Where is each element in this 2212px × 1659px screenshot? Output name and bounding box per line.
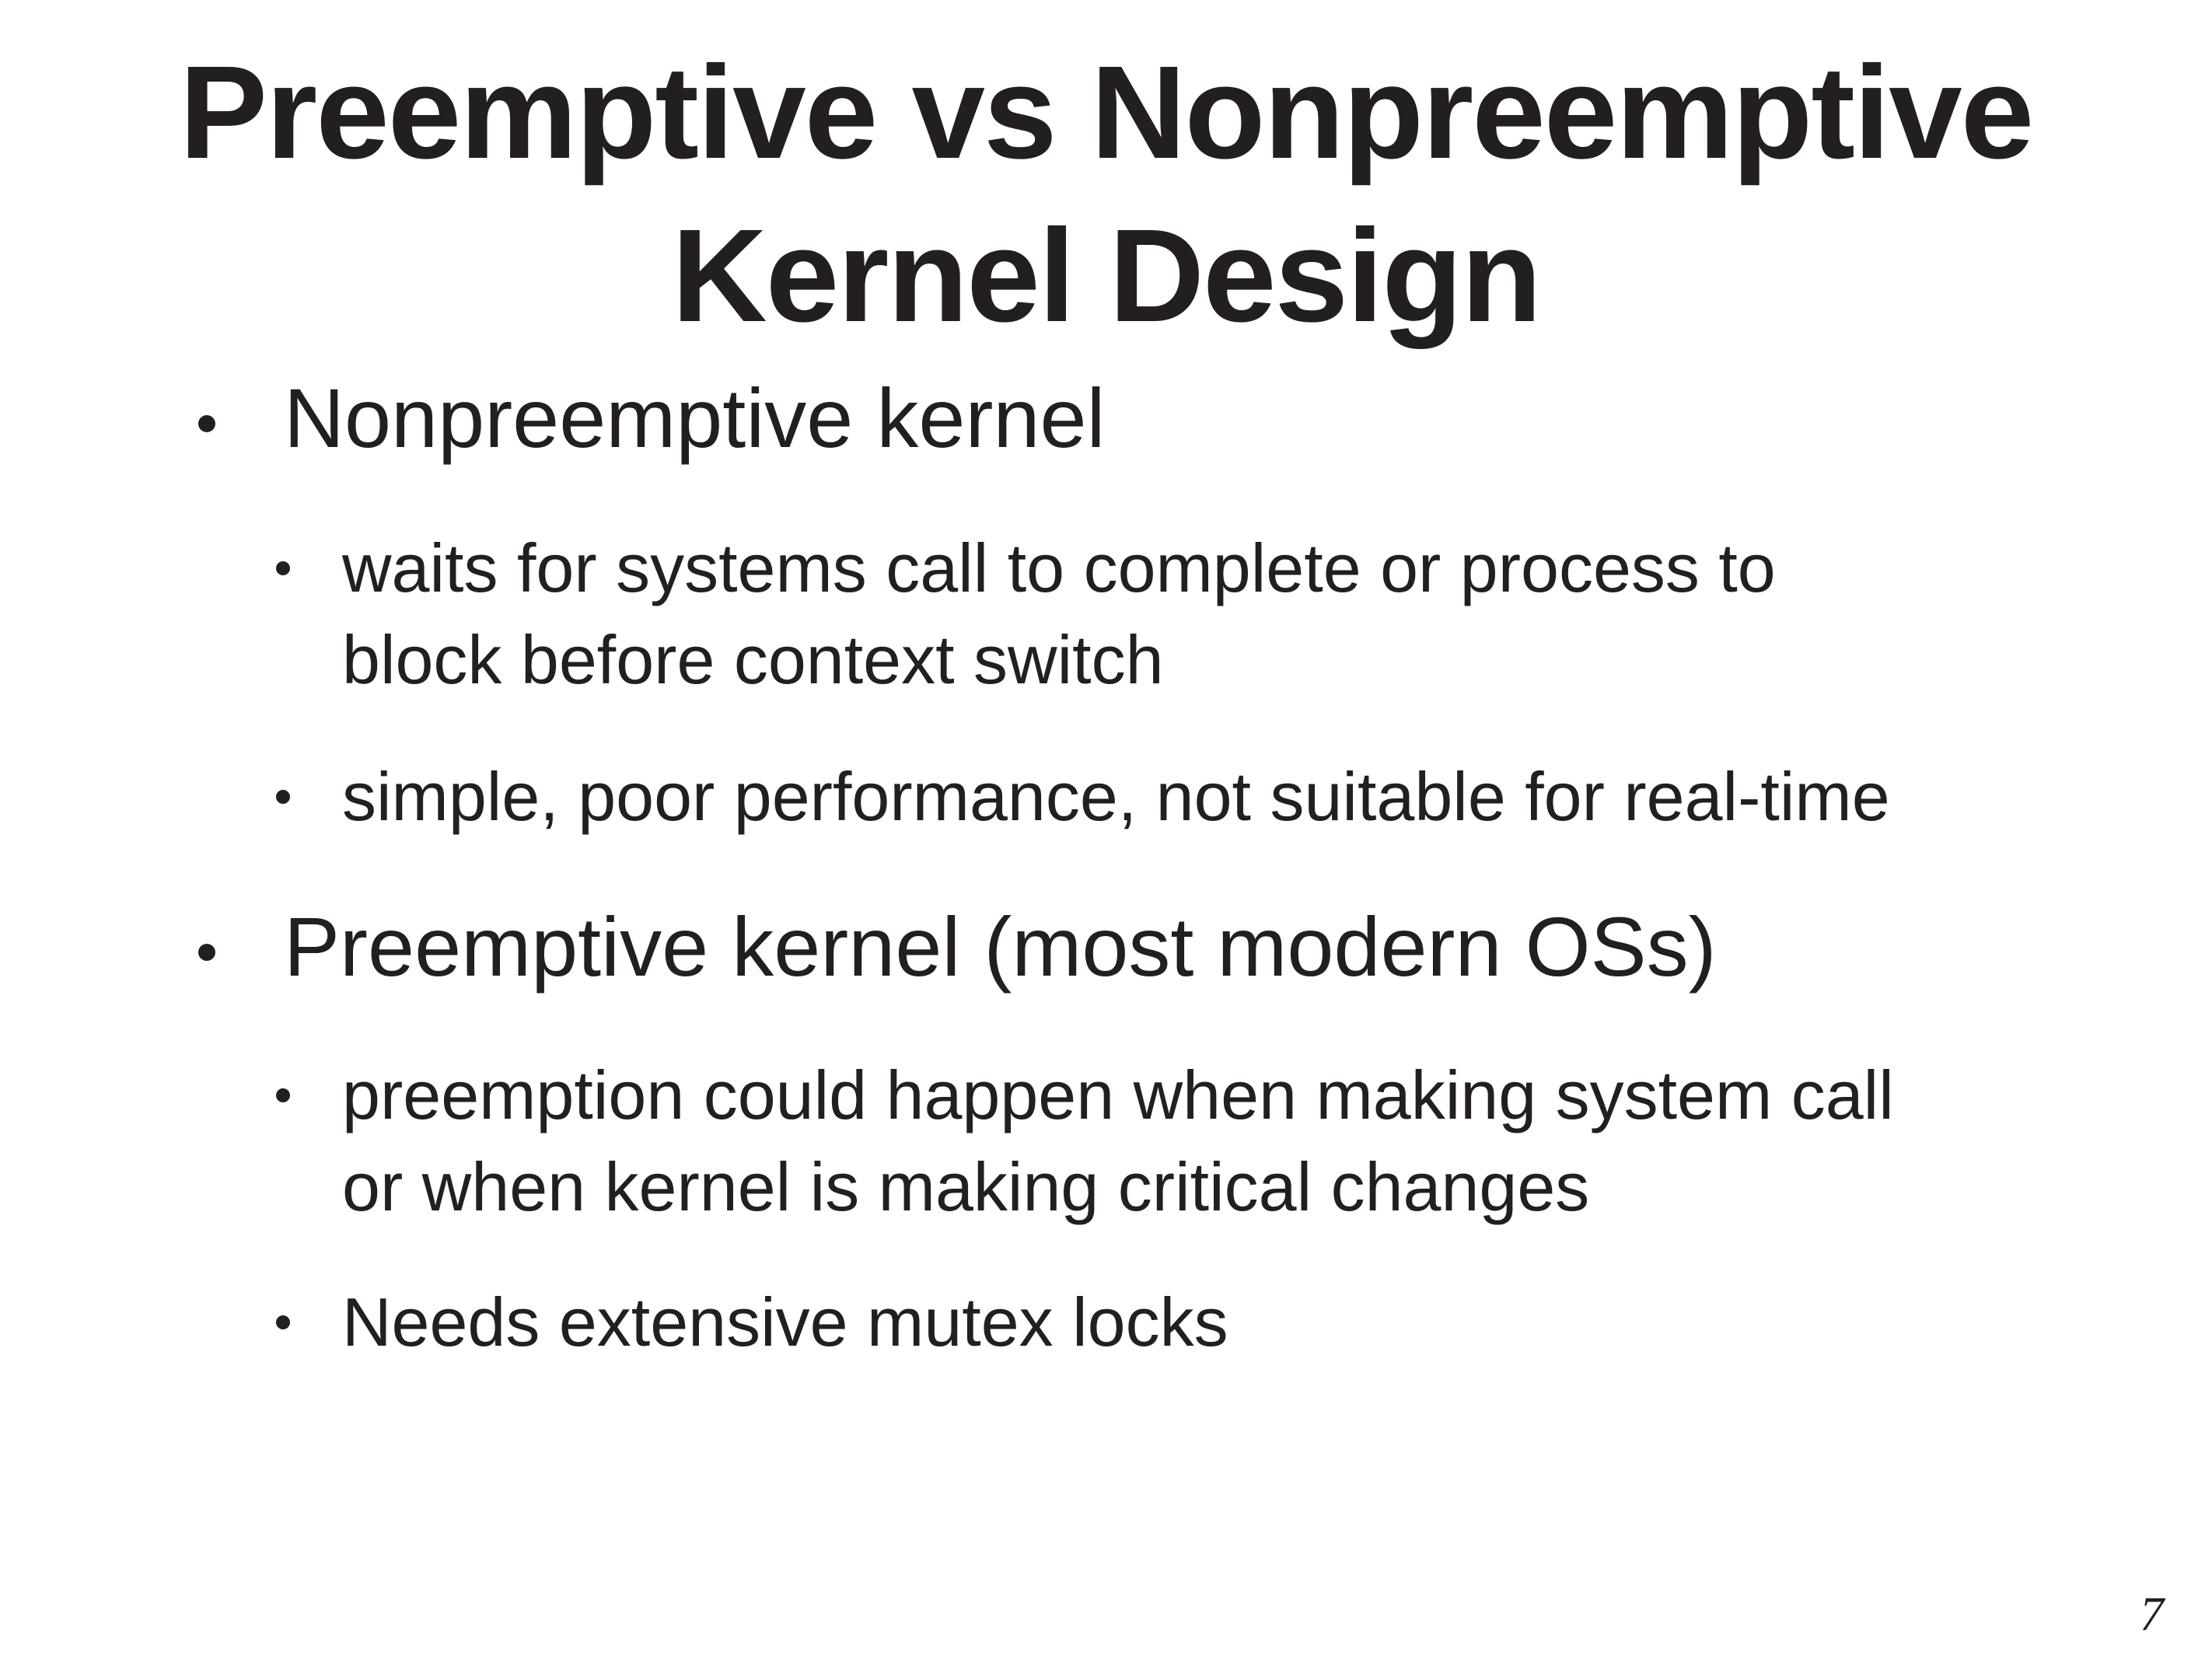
sub-bullet-line: waits for systems call to complete or process to: [342, 529, 1776, 606]
sub-bullet-dot: [276, 790, 290, 804]
bullet-text: Preemptive kernel (most modern OSs): [284, 899, 1717, 994]
bullet-text: Nonpreemptive kernel: [284, 371, 1106, 465]
bullet-dot: [198, 415, 215, 432]
bullet-nonpreemptive-kernel: [198, 370, 2142, 466]
sub-bullet-preemption-could-happen: [276, 1050, 2142, 1233]
slide-title-line-1: Preemptive vs Nonpreemptive: [179, 39, 2033, 187]
sub-bullet-text: [342, 1050, 2169, 1233]
sub-bullet-line: Needs extensive mutex locks: [342, 1284, 1228, 1360]
sub-bullet-simple-poor-performance: [276, 751, 2142, 843]
sub-bullet-dot: [276, 561, 290, 575]
sub-bullet-dot: [276, 1088, 290, 1102]
sub-bullet-line: preemption could happen when making system call: [342, 1057, 1894, 1133]
sub-bullet-line: simple, poor performance, not suitable for real-time: [342, 758, 1890, 835]
slide-title-line-2: Kernel Design: [671, 202, 1541, 350]
page-number: 7: [2140, 1588, 2164, 1641]
sub-bullet-line: block before context switch: [342, 621, 1164, 698]
sub-bullet-waits-for-syscall: [276, 522, 2142, 706]
bullet-dot: [198, 944, 215, 961]
sub-bullet-text: [342, 751, 2169, 843]
sub-bullet-text: [342, 522, 2169, 706]
slide-title: [0, 31, 2212, 358]
sub-bullet-dot: [276, 1315, 290, 1329]
sub-bullet-line: or when kernel is making critical changes: [342, 1148, 1590, 1225]
sub-bullet-mutex-locks: [276, 1277, 2142, 1368]
sub-bullet-text: [342, 1277, 2169, 1368]
bullet-preemptive-kernel: [198, 899, 2142, 995]
